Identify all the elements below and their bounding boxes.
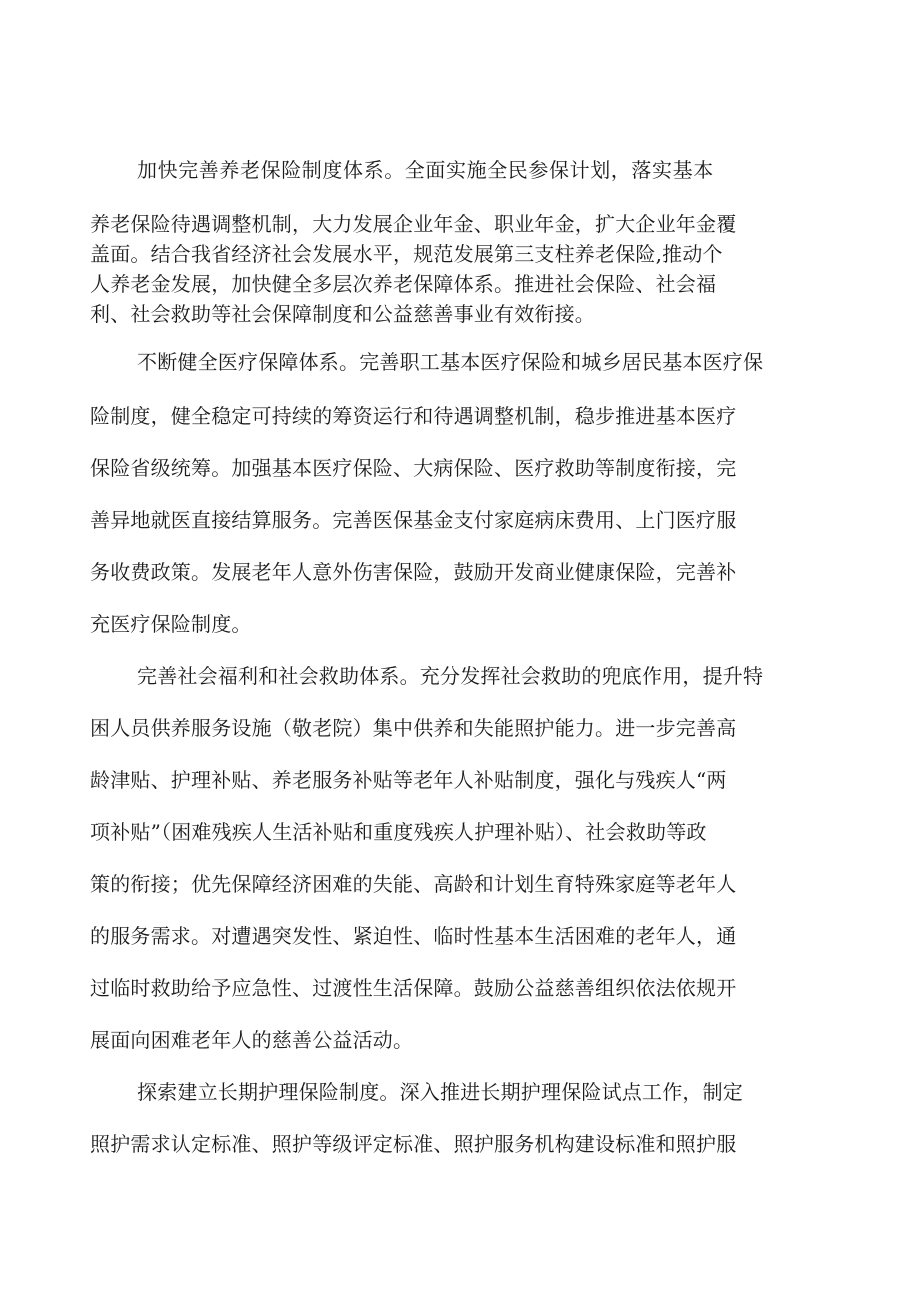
paragraph-line: 务收费政策。发展老年人意外伤害保险，鼓励开发商业健康保险，完善补 <box>90 560 737 584</box>
paragraph-line: 龄津贴、护理补贴、养老服务补贴等老年人补贴制度，强化与残疾人“两 <box>90 768 727 792</box>
paragraph-line: 展面向困难老年人的慈善公益活动。 <box>90 1028 414 1052</box>
paragraph-line: 人养老金发展，加快健全多层次养老保障体系。推进社会保险、社会福 <box>90 272 717 296</box>
paragraph-line: 善异地就医直接结算服务。完善医保基金支付家庭病床费用、上门医疗服 <box>90 508 737 532</box>
paragraph-line: 利、社会救助等社会保障制度和公益慈善事业有效衔接。 <box>90 302 595 326</box>
paragraph-line: 项补贴”（困难残疾人生活补贴和重度残疾人护理补贴）、社会救助等政 <box>90 820 707 844</box>
paragraph-line: 养老保险待遇调整机制，大力发展企业年金、职业年金，扩大企业年金覆 <box>90 212 737 236</box>
paragraph-line: 充医疗保险制度。 <box>90 612 252 636</box>
paragraph-line: 盖面。结合我省经济社会发展水平，规范发展第三支柱养老保险,推动个 <box>90 242 723 266</box>
paragraph-line: 保险省级统筹。加强基本医疗保险、大病保险、医疗救助等制度衔接，完 <box>90 456 737 480</box>
paragraph-line: 困人员供养服务设施（敬老院）集中供养和失能照护能力。进一步完善高 <box>90 716 737 740</box>
paragraph-line: 加快完善养老保险制度体系。全面实施全民参保计划，落实基本 <box>137 158 714 182</box>
paragraph-line: 完善社会福利和社会救助体系。充分发挥社会救助的兜底作用，提升特 <box>137 664 764 688</box>
paragraph-line: 照护需求认定标准、照护等级评定标准、照护服务机构建设标准和照护服 <box>90 1132 737 1156</box>
paragraph-line: 的服务需求。对遭遇突发性、紧迫性、临时性基本生活困难的老年人，通 <box>90 924 737 948</box>
paragraph-line: 探索建立长期护理保险制度。深入推进长期护理保险试点工作，制定 <box>137 1080 743 1104</box>
paragraph-line: 险制度，健全稳定可持续的筹资运行和待遇调整机制，稳步推进基本医疗 <box>90 404 737 428</box>
paragraph-line: 过临时救助给予应急性、过渡性生活保障。鼓励公益慈善组织依法依规开 <box>90 976 737 1000</box>
paragraph-line: 不断健全医疗保障体系。完善职工基本医疗保险和城乡居民基本医疗保 <box>137 350 764 374</box>
paragraph-line: 策的衔接；优先保障经济困难的失能、高龄和计划生育特殊家庭等老年人 <box>90 872 737 896</box>
